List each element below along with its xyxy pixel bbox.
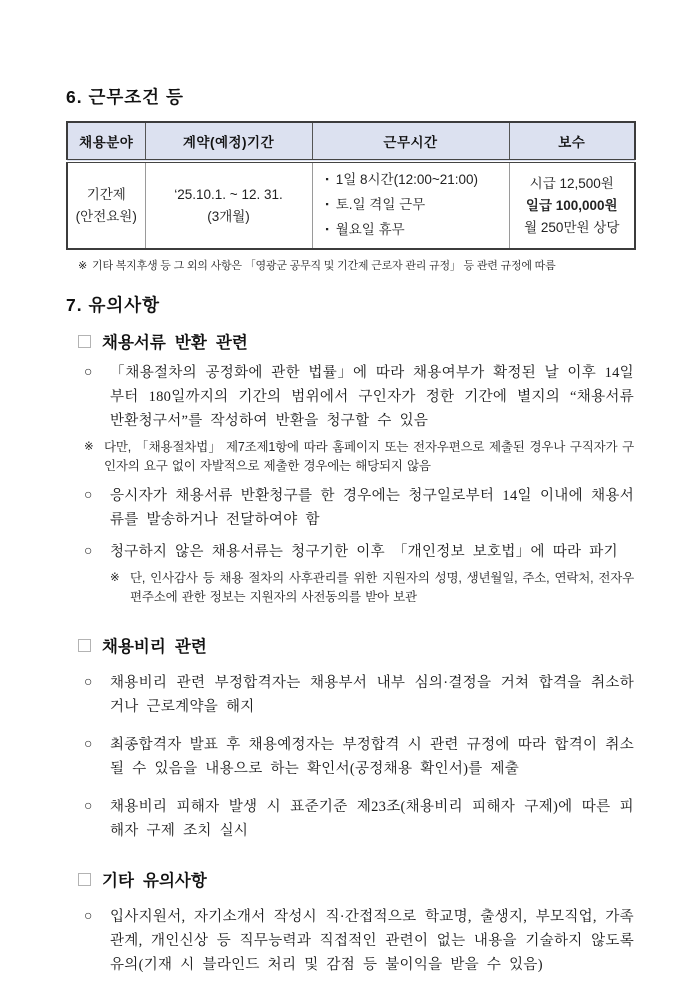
header-cell-category: 채용분야 [67, 122, 145, 161]
section7-heading: 7. 유의사항 [66, 295, 161, 315]
reference-mark-icon: ※ [78, 260, 88, 272]
circle-bullet-icon: ○ [84, 737, 93, 752]
square-bullet-icon: ▪ [325, 174, 329, 184]
table-footnote [66, 258, 634, 274]
block-title-document-return [78, 329, 634, 353]
working-conditions-table [66, 121, 636, 250]
pay-monthly: 월 250만원 상당 [524, 219, 620, 235]
footnote-text: 기타 복지후생 등 그 외의 사항은 「영광군 공무직 및 기간제 근로자 관리 규정」 등 관련 규정에 따름 [92, 260, 556, 272]
item-text: 다만, 「채용절차법」 제7조제1항에 따라 홈페이지 또는 전자우편으로 제출된 경우나 구직자가 구인자의 요구 없이 자발적으로 제출한 경우에는 해당되지 않음 [104, 440, 634, 473]
cell-pay [509, 161, 635, 249]
block-title-hiring-corruption [78, 633, 634, 657]
item-text: 입사지원서, 자기소개서 작성시 직·간접적으로 학교명, 출생지, 부모직업, 가족관계, 개인신상 등 직무능력과 직접적인 관련이 없는 내용을 기술하지 않도록 유의(기재 시 블라인드 처리 및 감점 등 불이익을 받을 수 있음) [110, 909, 634, 973]
circle-bullet-icon: ○ [84, 488, 93, 503]
item-text: 응시자가 채용서류 반환청구를 한 경우에는 청구일로부터 14일 이내에 채용서류를 발송하거나 전달하여야 함 [110, 488, 634, 528]
pay-daily: 일급 100,000원 [525, 197, 618, 213]
square-bullet-icon: ▪ [325, 199, 329, 209]
cell-period [145, 161, 312, 249]
list-item-note [66, 438, 634, 476]
category-line2: (안전요원) [75, 208, 137, 224]
item-text: 채용비리 피해자 발생 시 표준기준 제23조(채용비리 피해자 구제)에 따른 피해자 구제 조치 실시 [110, 799, 634, 839]
hours-item [326, 168, 504, 193]
open-square-bullet-icon [78, 639, 91, 652]
header-cell-period: 계약(예정)기간 [145, 122, 312, 161]
section6-heading: 6. 근무조건 등 [66, 87, 184, 107]
reference-mark-icon: ※ [110, 572, 120, 584]
list-item-note [66, 569, 634, 607]
hours-text: 월요일 휴무 [335, 222, 405, 237]
list-item [66, 795, 634, 843]
circle-bullet-icon: ○ [84, 909, 93, 924]
block-title-text: 기타 유의사항 [102, 871, 207, 890]
pay-hourly: 시급 12,500원 [529, 175, 614, 191]
circle-bullet-icon: ○ [84, 544, 93, 559]
list-item [66, 484, 634, 532]
hours-text: 토.일 격일 근무 [335, 197, 426, 212]
list-item [66, 733, 634, 781]
block-title-text: 채용서류 반환 관련 [102, 333, 248, 352]
hours-item [326, 218, 504, 243]
item-text: 「채용절차의 공정화에 관한 법률」에 따라 채용여부가 확정된 날 이후 14일부터 180일까지의 기간의 범위에서 구인자가 정한 기간에 별지의 “채용서류 반환청구서”를 작성하여 반환을 청구할 수 있음 [110, 365, 634, 429]
list-item [66, 905, 634, 977]
category-line1: 기간제 [86, 186, 126, 202]
header-cell-hours: 근무시간 [312, 122, 509, 161]
period-line1: ‘25.10.1. ~ 12. 31. [174, 186, 283, 202]
cell-hours [312, 161, 509, 249]
table-data-row [67, 161, 635, 249]
item-text: 채용비리 관련 부정합격자는 채용부서 내부 심의·결정을 거쳐 합격을 취소하거나 근로계약을 해지 [110, 675, 634, 715]
list-item [66, 361, 634, 433]
item-text: 단, 인사감사 등 채용 절차의 사후관리를 위한 지원자의 성명, 생년월일, 주소, 연락처, 전자우편주소에 관한 정보는 지원자의 사전동의를 받아 보관 [130, 571, 634, 604]
list-item [66, 540, 634, 564]
open-square-bullet-icon [78, 873, 91, 886]
block-title-text: 채용비리 관련 [102, 637, 207, 656]
header-cell-pay: 보수 [509, 122, 635, 161]
reference-mark-icon: ※ [84, 441, 94, 453]
table-header-row [67, 122, 635, 161]
hours-item [326, 193, 504, 218]
item-text: 최종합격자 발표 후 채용예정자는 부정합격 시 관련 규정에 따라 합격이 취소될 수 있음을 내용으로 하는 확인서(공정채용 확인서)를 제출 [110, 737, 634, 777]
open-square-bullet-icon [78, 335, 91, 348]
block-title-other-notes [78, 867, 634, 891]
period-line2: (3개월) [207, 208, 250, 224]
circle-bullet-icon: ○ [84, 799, 93, 814]
list-item [66, 671, 634, 719]
item-text: 청구하지 않은 채용서류는 청구기한 이후 「개인정보 보호법」에 따라 파기 [110, 544, 618, 560]
cell-category [67, 161, 145, 249]
circle-bullet-icon: ○ [84, 365, 93, 380]
circle-bullet-icon: ○ [84, 675, 93, 690]
hours-text: 1일 8시간(12:00~21:00) [335, 172, 479, 187]
square-bullet-icon: ▪ [325, 224, 329, 234]
